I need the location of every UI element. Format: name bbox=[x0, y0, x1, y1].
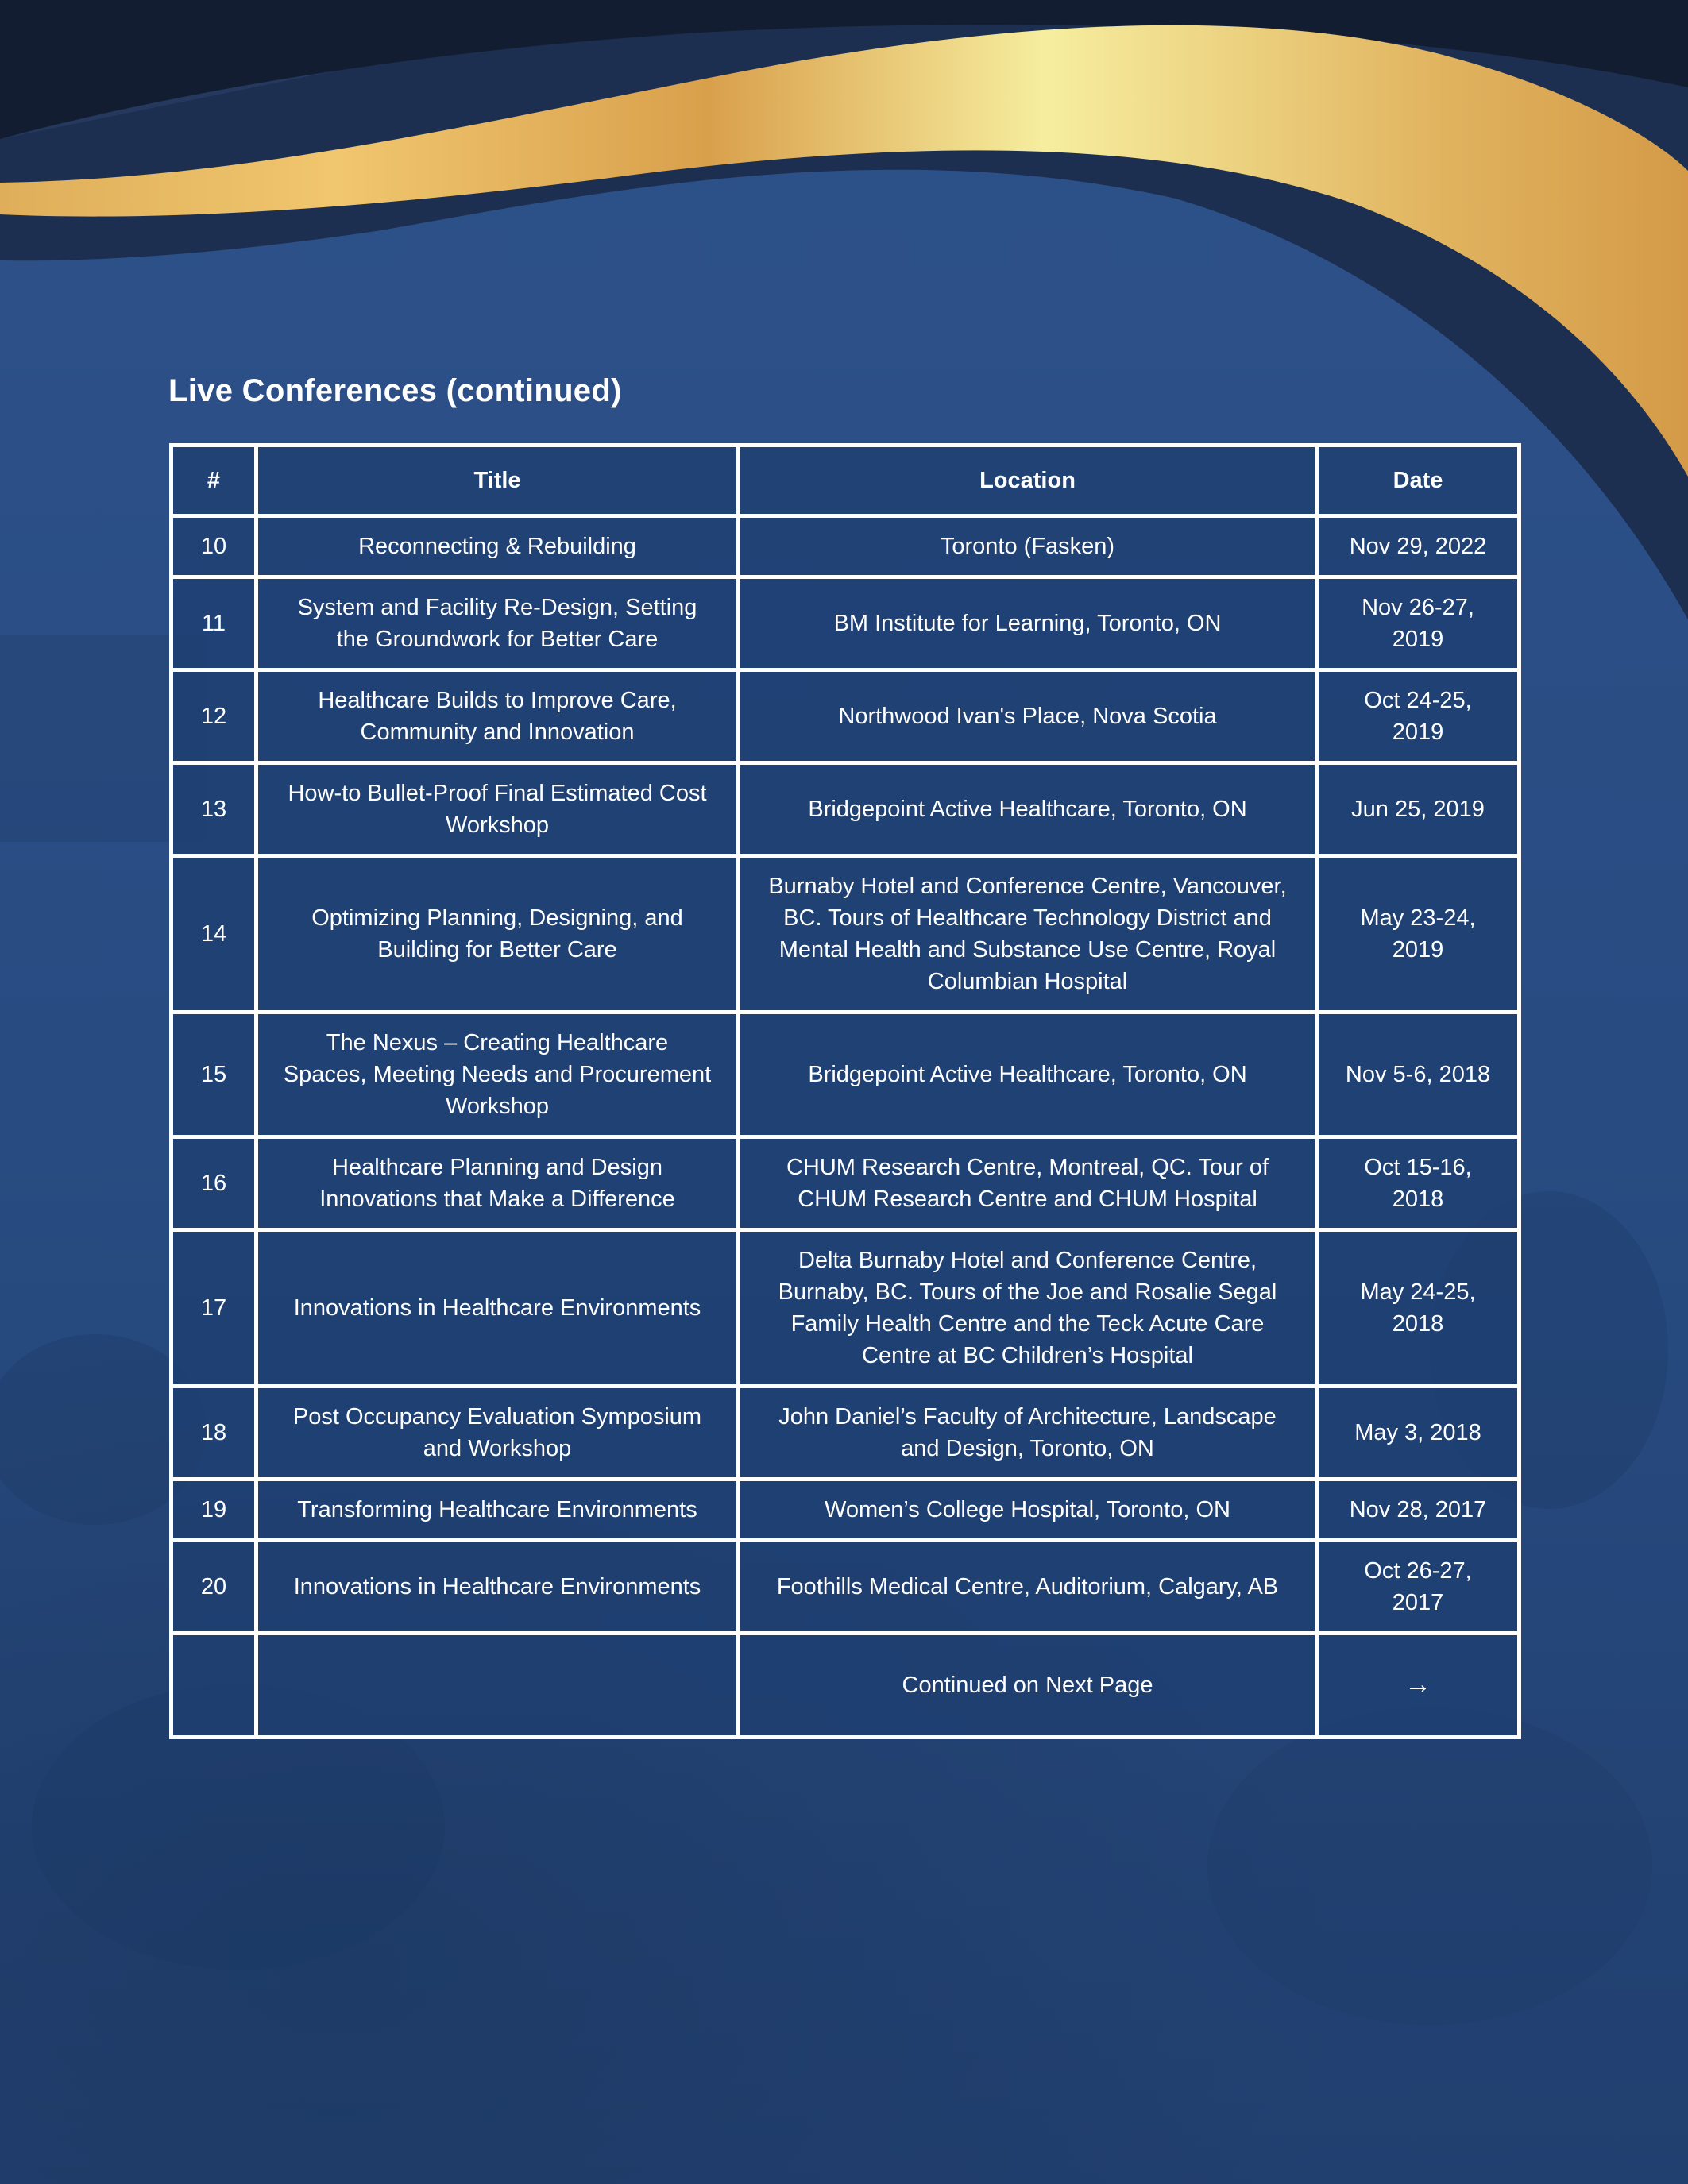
row-location: Foothills Medical Centre, Auditorium, Calgary, AB bbox=[739, 1541, 1317, 1634]
row-date: May 3, 2018 bbox=[1317, 1387, 1520, 1480]
footer-empty-cell bbox=[172, 1634, 257, 1738]
conferences-table bbox=[169, 443, 1521, 1739]
table-row bbox=[172, 1387, 1520, 1480]
row-number: 11 bbox=[172, 577, 257, 670]
header-date: Date bbox=[1317, 446, 1520, 516]
row-title: Healthcare Planning and Design Innovations that Make a Difference bbox=[257, 1137, 739, 1230]
row-location: BM Institute for Learning, Toronto, ON bbox=[739, 577, 1317, 670]
row-title: Transforming Healthcare Environments bbox=[257, 1480, 739, 1541]
table-footer-row bbox=[172, 1634, 1520, 1738]
row-title: The Nexus – Creating Healthcare Spaces, Meeting Needs and Procurement Workshop bbox=[257, 1013, 739, 1137]
row-date: Jun 25, 2019 bbox=[1317, 763, 1520, 856]
page-title: Live Conferences (continued) bbox=[168, 373, 622, 408]
table-header-row bbox=[172, 446, 1520, 516]
row-location: Bridgepoint Active Healthcare, Toronto, ON bbox=[739, 763, 1317, 856]
row-date: Nov 26-27, 2019 bbox=[1317, 577, 1520, 670]
row-title: Innovations in Healthcare Environments bbox=[257, 1230, 739, 1387]
row-location: John Daniel’s Faculty of Architecture, Landscape and Design, Toronto, ON bbox=[739, 1387, 1317, 1480]
row-location: Delta Burnaby Hotel and Conference Centre, Burnaby, BC. Tours of the Joe and Rosalie Segal Family Health Centre and the Teck Acute Care Centre at BC Children’s Hospital bbox=[739, 1230, 1317, 1387]
row-title: System and Facility Re-Design, Setting the Groundwork for Better Care bbox=[257, 577, 739, 670]
next-page-cell[interactable] bbox=[1317, 1634, 1520, 1738]
row-date: May 24-25, 2018 bbox=[1317, 1230, 1520, 1387]
row-location: Bridgepoint Active Healthcare, Toronto, ON bbox=[739, 1013, 1317, 1137]
row-location: Burnaby Hotel and Conference Centre, Vancouver, BC. Tours of Healthcare Technology District and Mental Health and Substance Use Centre, Royal Columbian Hospital bbox=[739, 856, 1317, 1013]
row-location: Toronto (Fasken) bbox=[739, 516, 1317, 577]
row-date: Nov 28, 2017 bbox=[1317, 1480, 1520, 1541]
continued-label: Continued on Next Page bbox=[739, 1634, 1317, 1738]
row-date: Oct 26-27, 2017 bbox=[1317, 1541, 1520, 1634]
row-date: Oct 24-25, 2019 bbox=[1317, 670, 1520, 763]
row-number: 10 bbox=[172, 516, 257, 577]
row-number: 13 bbox=[172, 763, 257, 856]
row-title: How-to Bullet-Proof Final Estimated Cost Workshop bbox=[257, 763, 739, 856]
table-row bbox=[172, 763, 1520, 856]
table-row bbox=[172, 1137, 1520, 1230]
row-location: Women’s College Hospital, Toronto, ON bbox=[739, 1480, 1317, 1541]
table-row bbox=[172, 670, 1520, 763]
header-number: # bbox=[172, 446, 257, 516]
arrow-right-icon[interactable]: → bbox=[1404, 1669, 1431, 1700]
row-location: CHUM Research Centre, Montreal, QC. Tour of CHUM Research Centre and CHUM Hospital bbox=[739, 1137, 1317, 1230]
table-row bbox=[172, 516, 1520, 577]
row-number: 12 bbox=[172, 670, 257, 763]
row-number: 18 bbox=[172, 1387, 257, 1480]
row-number: 15 bbox=[172, 1013, 257, 1137]
row-title: Healthcare Builds to Improve Care, Community and Innovation bbox=[257, 670, 739, 763]
row-date: Nov 29, 2022 bbox=[1317, 516, 1520, 577]
header-title: Title bbox=[257, 446, 739, 516]
row-date: Oct 15-16, 2018 bbox=[1317, 1137, 1520, 1230]
row-number: 14 bbox=[172, 856, 257, 1013]
row-number: 20 bbox=[172, 1541, 257, 1634]
table-row bbox=[172, 1480, 1520, 1541]
row-title: Reconnecting & Rebuilding bbox=[257, 516, 739, 577]
row-number: 17 bbox=[172, 1230, 257, 1387]
row-number: 19 bbox=[172, 1480, 257, 1541]
table-row bbox=[172, 1013, 1520, 1137]
row-title: Optimizing Planning, Designing, and Building for Better Care bbox=[257, 856, 739, 1013]
row-date: May 23-24, 2019 bbox=[1317, 856, 1520, 1013]
table-row bbox=[172, 577, 1520, 670]
row-location: Northwood Ivan's Place, Nova Scotia bbox=[739, 670, 1317, 763]
footer-empty-cell bbox=[257, 1634, 739, 1738]
table-row bbox=[172, 856, 1520, 1013]
row-date: Nov 5-6, 2018 bbox=[1317, 1013, 1520, 1137]
row-number: 16 bbox=[172, 1137, 257, 1230]
table-row bbox=[172, 1541, 1520, 1634]
row-title: Post Occupancy Evaluation Symposium and Workshop bbox=[257, 1387, 739, 1480]
header-location: Location bbox=[739, 446, 1317, 516]
row-title: Innovations in Healthcare Environments bbox=[257, 1541, 739, 1634]
table-row bbox=[172, 1230, 1520, 1387]
